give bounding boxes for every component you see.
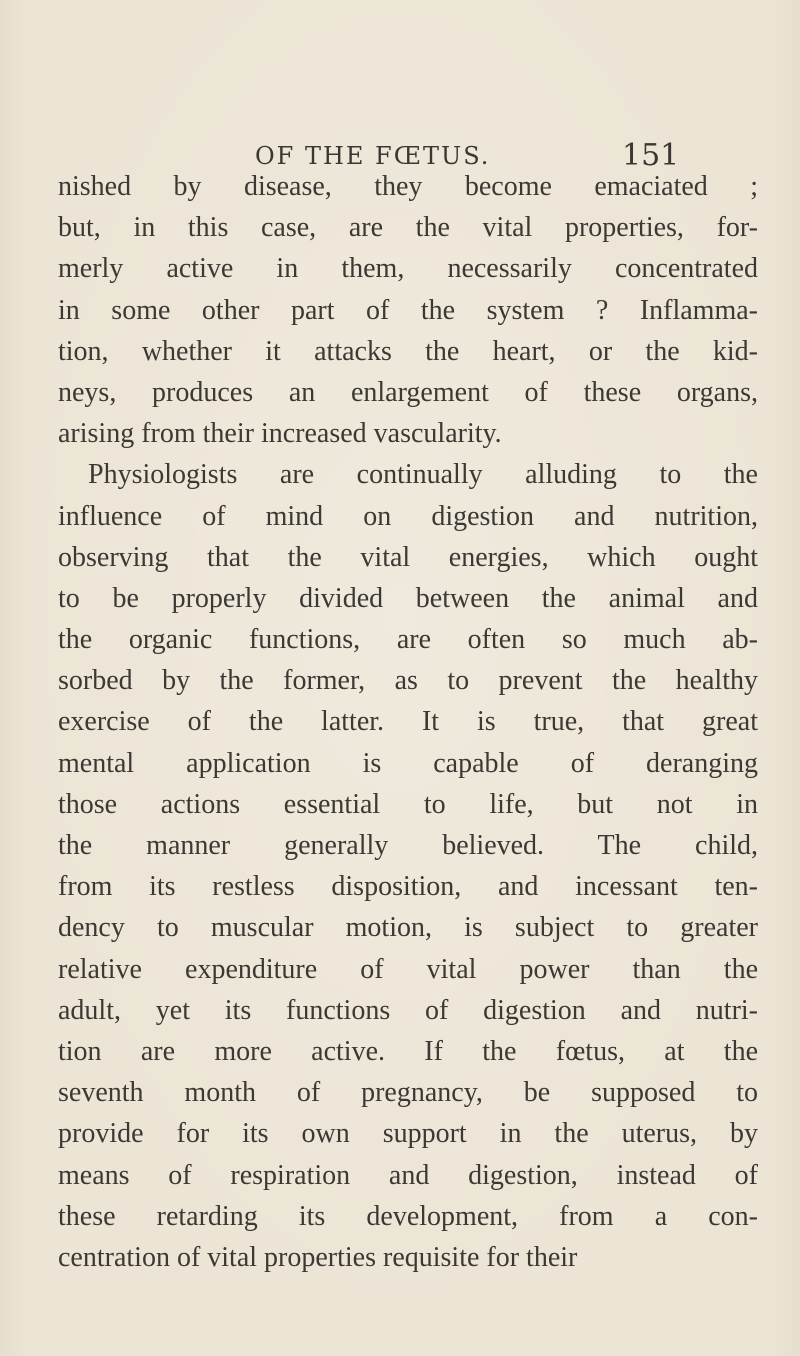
text-line: arising from their increased vascularity.	[58, 418, 502, 450]
text-line: tion are more active. If the fœtus, at the	[58, 1035, 758, 1067]
text-line: observing that the vital energies, which ought	[58, 541, 758, 573]
text-line: those actions essential to life, but not in	[58, 788, 758, 820]
text-line: these retarding its development, from a con-	[58, 1200, 758, 1232]
text-line: in some other part of the system ? Inflamma-	[58, 294, 758, 326]
text-line: provide for its own support in the uterus, by	[58, 1118, 758, 1150]
text-line: adult, yet its functions of digestion and nutri-	[58, 994, 758, 1026]
text-line: centration of vital properties requisite for their	[58, 1241, 578, 1273]
text-line: nished by disease, they become emaciated ;	[58, 171, 758, 202]
body-text	[58, 166, 758, 1278]
text-line: dency to muscular motion, is subject to greater	[58, 912, 758, 944]
text-line: the manner generally believed. The child,	[58, 830, 758, 861]
page-number: 151	[622, 138, 680, 173]
running-title: OF THE FŒTUS.	[255, 142, 491, 170]
text-line: exercise of the latter. It is true, that great	[58, 706, 758, 738]
paragraph-first-line: Physiologists are continually alluding to the	[88, 459, 758, 491]
text-line: from its restless disposition, and incessant ten-	[58, 871, 758, 903]
text-line: influence of mind on digestion and nutrition,	[58, 500, 758, 532]
text-line: sorbed by the former, as to prevent the healthy	[58, 665, 758, 697]
text-line: mental application is capable of deranging	[58, 747, 758, 779]
text-line: relative expenditure of vital power than the	[58, 953, 758, 985]
text-line: means of respiration and digestion, instead of	[58, 1159, 758, 1191]
text-line: merly active in them, necessarily concentrated	[58, 253, 758, 285]
text-line: neys, produces an enlargement of these organs,	[58, 376, 758, 408]
text-line: the organic functions, are often so much ab-	[58, 624, 758, 656]
text-line: tion, whether it attacks the heart, or the kid-	[58, 335, 758, 367]
text-line: seventh month of pregnancy, be supposed to	[58, 1077, 758, 1109]
text-line: but, in this case, are the vital properties, for-	[58, 212, 758, 244]
text-line: to be properly divided between the animal and	[58, 582, 758, 614]
